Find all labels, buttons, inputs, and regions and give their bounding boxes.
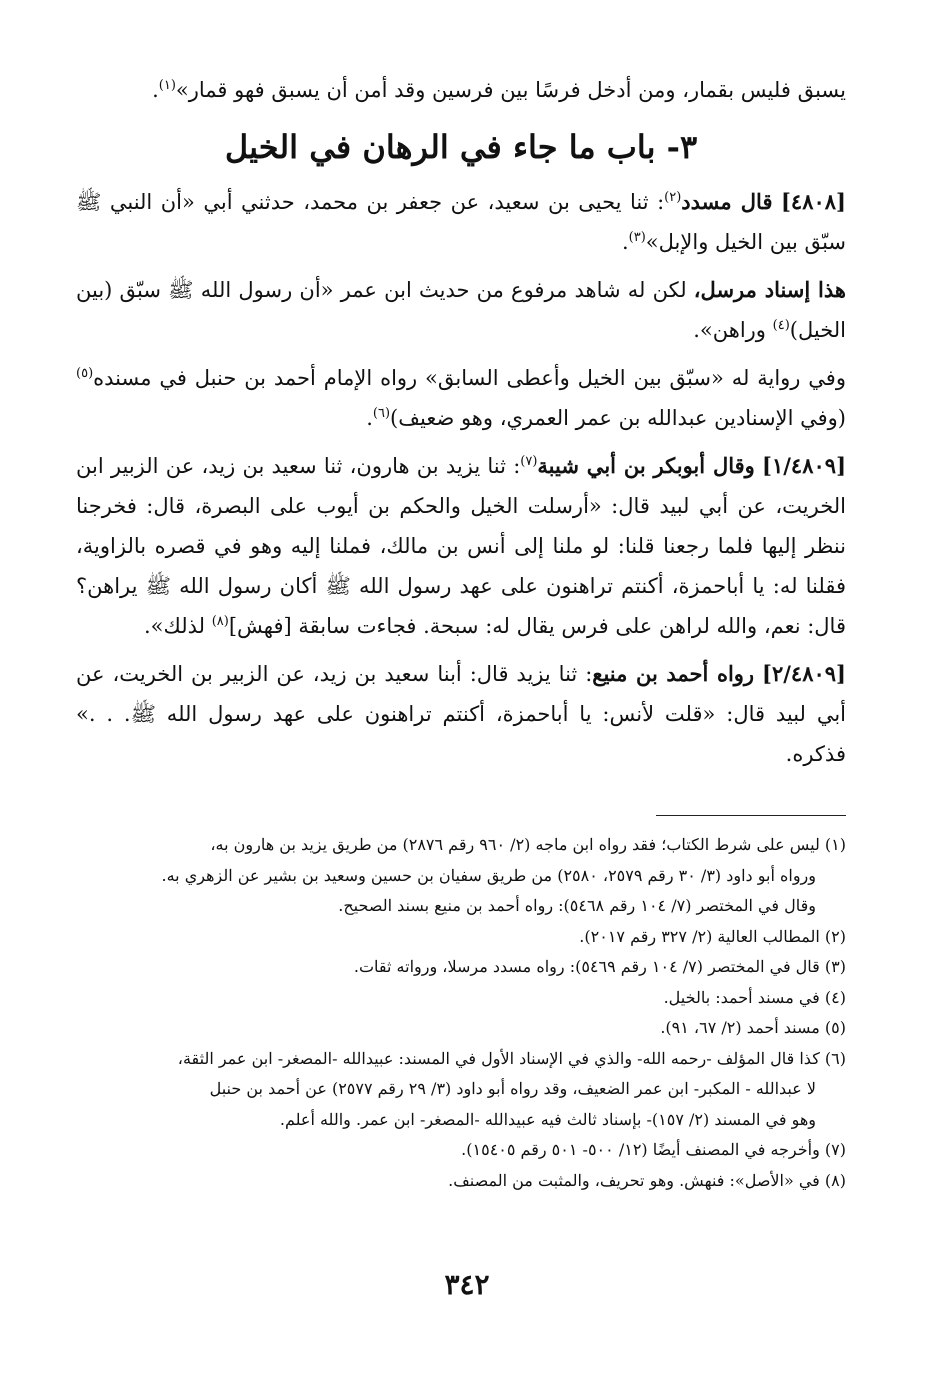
- footnote-ref: (٧): [520, 454, 538, 469]
- footnotes: [76, 830, 846, 1196]
- hadith-text: : ثنا يزيد بن هارون، ثنا سعيد بن زيد، عن الزبير ابن الخريت، عن أبي لبيد قال: «أرسلت الخيل والحكم بن أيوب على البصرة، قال: فخرجنا ننظر إليها فلما رجعنا قلنا: لو ملنا إلى أنس بن مالك، فملنا إليه وهو في قصره بالزاوية، فقلنا له: يا أباحمزة، أكنتم تراهنون على عهد رسول الله ﷺ أكان رسول الله ﷺ يراهن؟ قال: نعم، والله لراهن على فرس يقال له: سبحة. فجاءت سابقة [فهش]: [76, 454, 846, 638]
- hadith-4809-1: [١/٤٨٠٩] وقال أبوبكر بن أبي شيبة$^{(٧)}$: ثنا يزيد بن هارون، ثنا سعيد بن زيد، عن الزبير ابن الخريت، عن أبي لبيد قال: «أرسلت الخيل والحكم بن أيوب على البصرة، قال: فخرجنا ننظر إليها فلما رجعنا قلنا: لو ملنا إلى أنس بن مالك، فملنا إليه وهو في قصره بالزاوية، فقلنا له: يا أباحمزة، أكنتم تراهنون على عهد رسول الله ﷺ أكان رسول الله ﷺ يراهن؟ قال: نعم، والله لراهن على فرس يقال له: سبحة. فجاءت سابقة [فهش]$^{(٨)}$ لذلك».: [76, 453, 846, 638]
- hadith-number: [٤٨٠٨]: [780, 189, 846, 214]
- footnote-1-cont: ورواه أبو داود (٣/ ٣٠ رقم ٢٥٧٩، ٢٥٨٠) من طريق سفيان بن حسين وسعيد بن بشير عن الزهري به.: [161, 865, 816, 885]
- footnote-6: (٦) كذا قال المؤلف -رحمه الله- والذي في الإسناد الأول في المسند: عبيدالله -المصغر- ابن عمر الثقة،: [177, 1048, 846, 1068]
- footnote-divider: [656, 815, 846, 816]
- hadith-narrator: وقال أبوبكر بن أبي شيبة: [537, 453, 755, 478]
- footnote-6-cont-2: وهو في المسند (٢/ ١٥٧)- بإسناد ثالث فيه عبيدالله -المصغر- ابن عمر. والله أعلم.: [279, 1109, 816, 1129]
- chapter-title: ٣- باب ما جاء في الرهان في الخيل: [224, 128, 698, 166]
- footnote-ref: (١): [158, 78, 176, 93]
- hadith-narrator: قال مسدد: [681, 189, 773, 214]
- footnote-ref: (٢): [664, 190, 682, 205]
- hadith-text: : ثنا يزيد قال: أبنا سعيد بن زيد، عن الزبير بن الخريت، عن أبي لبيد قال: «قلت لأنس: يا أباحمزة، أكنتم تراهنون على عهد رسول الله ﷺ. . .» فذكره.: [76, 662, 846, 766]
- hadith-4808: [٤٨٠٨] قال مسدد$^{(٢)}$: ثنا يحيى بن سعيد، عن جعفر بن محمد، حدثني أبي «أن النبي ﷺ سبّق بين الخيل والإبل»$^{(٣)}$.: [76, 189, 846, 254]
- page-number: ٣٤٢: [444, 1268, 490, 1301]
- main-text: [76, 70, 846, 774]
- footnote-ref: (٣): [628, 230, 646, 245]
- hadith-text: : ثنا يحيى بن سعيد، عن جعفر بن محمد، حدثني أبي «أن النبي ﷺ سبّق بين الخيل والإبل»: [76, 190, 846, 254]
- footnote-4: (٤) في مسند أحمد: بالخيل.: [663, 987, 846, 1007]
- footnote-3: (٣) قال في المختصر (٧/ ١٠٤ رقم ٥٤٦٩): رواه مسدد مرسلا، ورواته ثقات.: [353, 957, 846, 976]
- footnote-7: (٧) وأخرجه في المصنف أيضًا (١٢/ ٥٠٠- ٥٠١ رقم ١٥٤٠٥).: [461, 1140, 846, 1159]
- continuation-line: يسبق فليس بقمار، ومن أدخل فرسًا بين فرسين وقد أمن أن يسبق فهو قمار»$^{(١)}$.: [152, 78, 846, 102]
- hadith-narrator: رواه أحمد بن منيع: [592, 661, 755, 686]
- footnote-1: (١) ليس على شرط الكتاب؛ فقد رواه ابن ماجه (٢/ ٩٦٠ رقم ٢٨٧٦) من طريق يزيد بن هارون به،: [210, 835, 846, 854]
- riwaya-paragraph: وفي رواية له «سبّق بين الخيل وأعطى السابق» رواه الإمام أحمد بن حنبل في مسنده$^{(٥)}$ (وفي الإسنادين عبدالله بن عمر العمري، وهو ضعيف)$^{(٦)}$.: [76, 366, 846, 430]
- hadith-4809-2: [76, 654, 846, 774]
- footnote-ref: (٦): [372, 406, 391, 421]
- footnote-1-cont-2: وقال في المختصر (٧/ ١٠٤ رقم ٥٤٦٨): رواه أحمد بن منيع بسند الصحيح.: [338, 896, 816, 915]
- commentary-lead: هذا إسناد مرسل،: [693, 277, 846, 302]
- commentary-paragraph: هذا إسناد مرسل، لكن له شاهد مرفوع من حديث ابن عمر «أن رسول الله ﷺ سبّق (بين الخيل)$^{(٤)}$ وراهن».: [76, 277, 846, 342]
- footnote-ref: (٤): [772, 318, 790, 333]
- hadith-number: [٢/٤٨٠٩]: [762, 661, 846, 686]
- footnote-ref: (٥): [76, 366, 94, 381]
- footnote-2: (٢) المطالب العالية (٢/ ٣٢٧ رقم ٢٠١٧).: [579, 926, 846, 946]
- footnote-ref: (٨): [211, 614, 229, 629]
- hadith-number: [١/٤٨٠٩]: [762, 453, 846, 478]
- footnote-6-cont: لا عبدالله - المكبر- ابن عمر الضعيف، وقد رواه أبو داود (٣/ ٢٩ رقم ٢٥٧٧) عن أحمد بن حنبل: [209, 1079, 816, 1098]
- footnote-5: (٥) مسند أحمد (٢/ ٦٧، ٩١).: [660, 1018, 846, 1037]
- footnote-8: (٨) في «الأصل»: فنهش. وهو تحريف، والمثبت من المصنف.: [448, 1170, 846, 1190]
